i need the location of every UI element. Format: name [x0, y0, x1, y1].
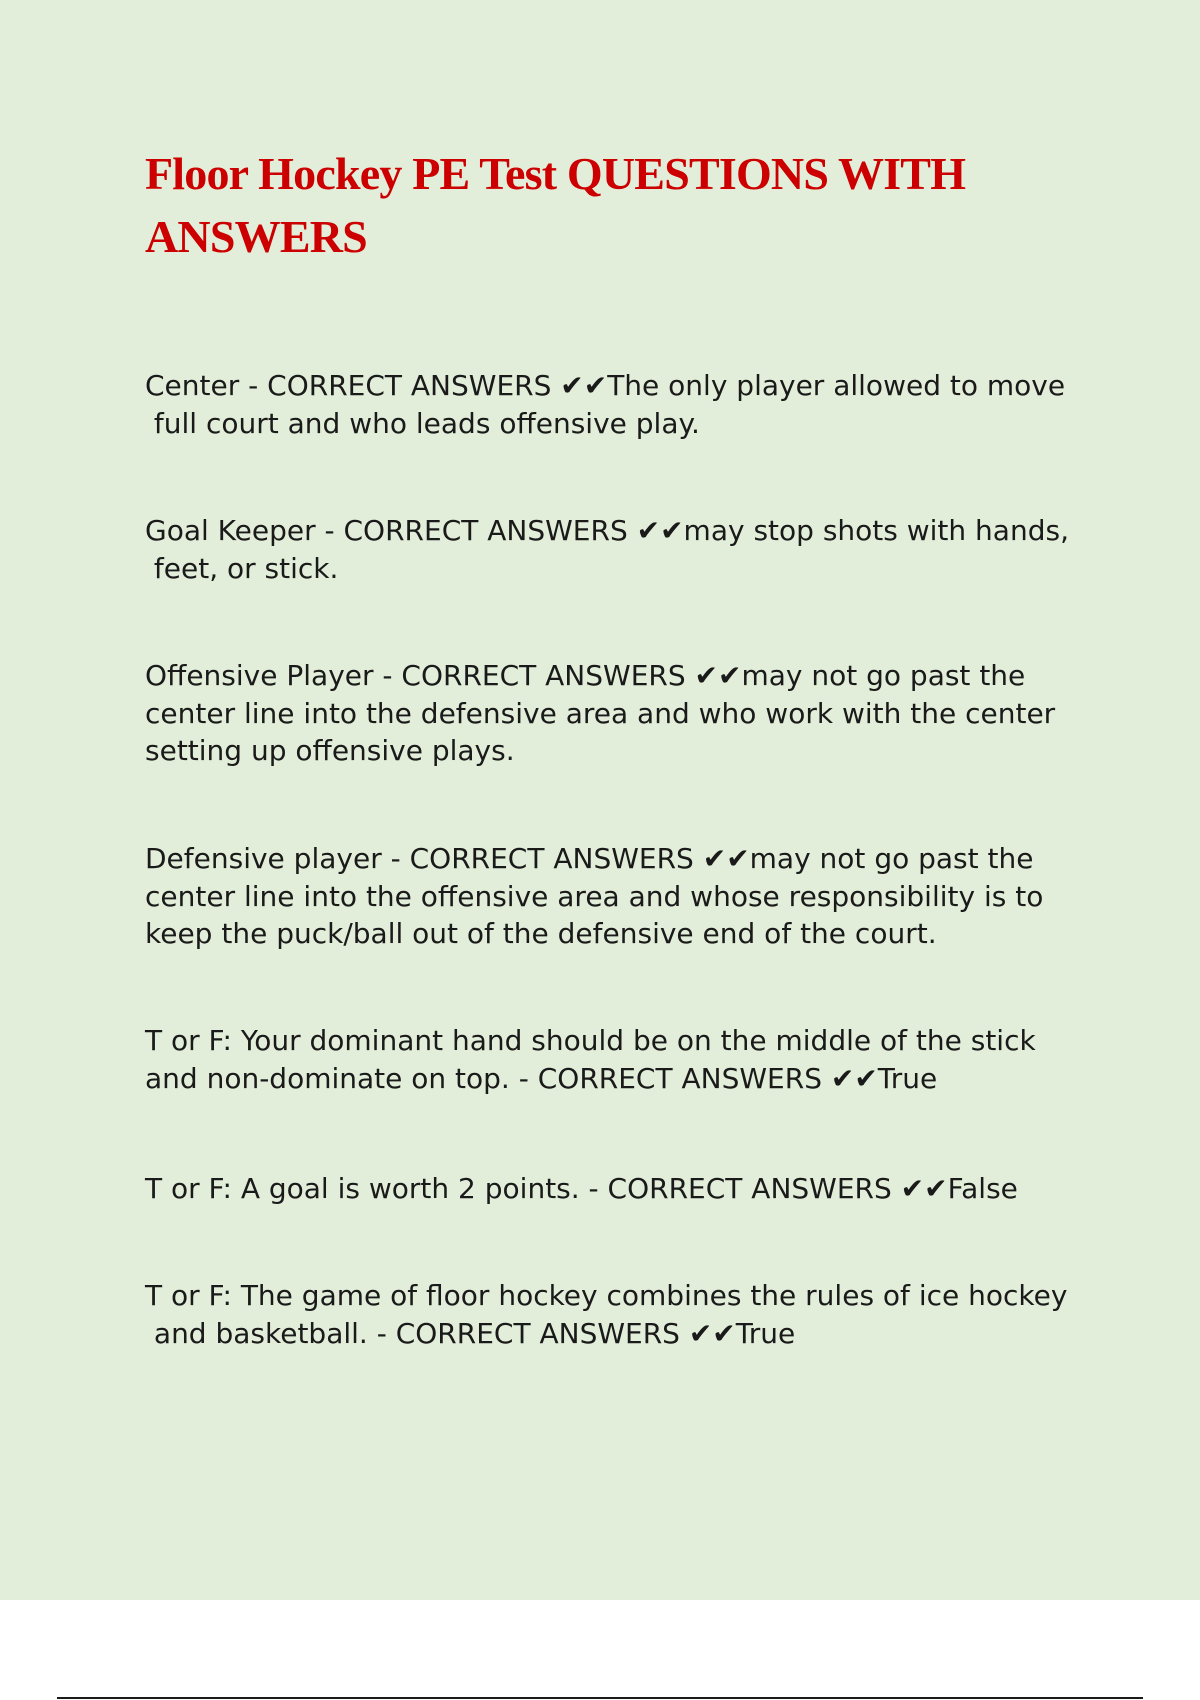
qa-item-goal-keeper: Goal Keeper - CORRECT ANSWERS ✔✔may stop shots with hands, feet, or stick.: [145, 514, 1069, 585]
qa-item-game-combines: T or F: The game of floor hockey combines the rules of ice hockey and basketball. - CORRECT ANSWERS ✔✔True: [145, 1279, 1068, 1350]
page-title: Floor Hockey PE Test QUESTIONS WITH ANSWERS: [145, 148, 966, 262]
qa-item-offensive-player: Offensive Player - CORRECT ANSWERS ✔✔may not go past the center line into the defensive area and who work with the center setting up offensive plays.: [145, 659, 1056, 767]
qa-item-dominant-hand: T or F: Your dominant hand should be on the middle of the stick and non-dominate on top. - CORRECT ANSWERS ✔✔True: [145, 1024, 1036, 1095]
footer-rule: [57, 1697, 1143, 1699]
qa-item-goal-worth: T or F: A goal is worth 2 points. - CORRECT ANSWERS ✔✔False: [145, 1172, 1018, 1205]
qa-item-defensive-player: Defensive player - CORRECT ANSWERS ✔✔may not go past the center line into the offensive area and whose responsibility is to keep the puck/ball out of the defensive end of the court.: [145, 842, 1044, 950]
qa-item-center: Center - CORRECT ANSWERS ✔✔The only player allowed to move full court and who leads offensive play.: [145, 369, 1066, 440]
